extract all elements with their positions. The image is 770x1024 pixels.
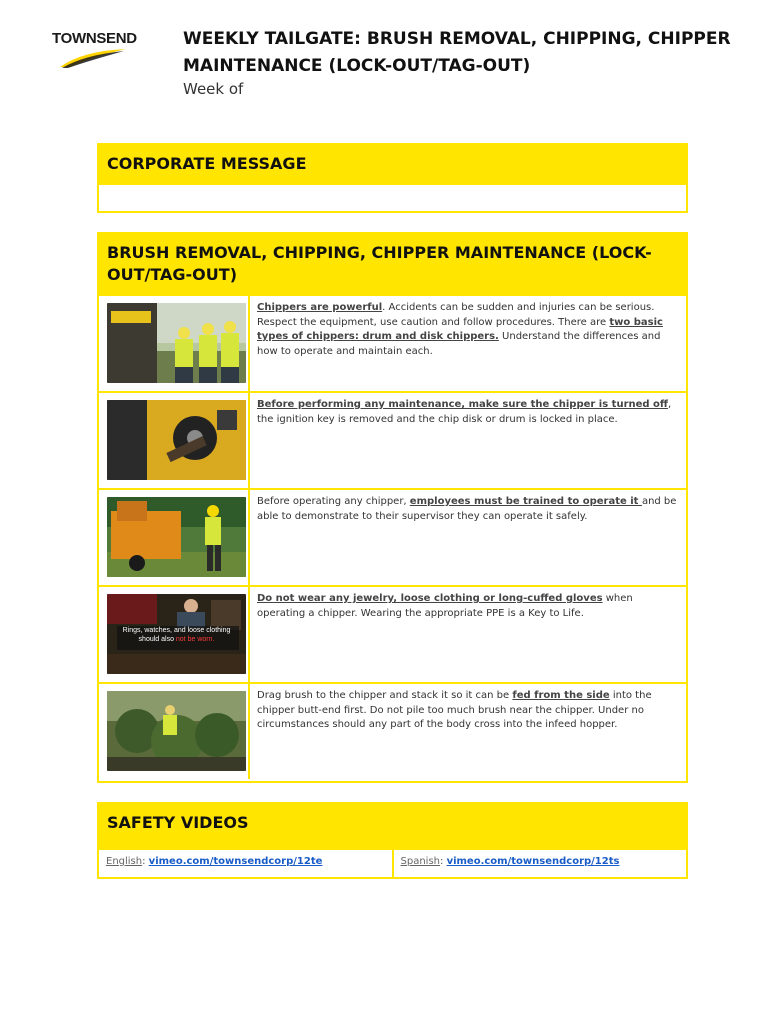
row-text-part: and be able to demonstrate to their supervisor they can operate it safely.	[257, 496, 677, 522]
caption-part: should also	[138, 636, 176, 643]
spanish-video-cell	[392, 850, 687, 877]
image-cell	[99, 393, 250, 488]
table-row	[99, 682, 686, 779]
corporate-message-heading: CORPORATE MESSAGE	[99, 145, 686, 183]
image-cell	[99, 296, 250, 391]
logo-swoosh-icon	[52, 47, 132, 69]
row-text-part: when operating a chipper. Wearing the appropriate PPE is a Key to Life.	[257, 593, 633, 619]
page-title: WEEKLY TAILGATE: BRUSH REMOVAL, CHIPPING, CHIPPER MAINTENANCE (LOCK-OUT/TAG-OUT)	[183, 29, 731, 76]
table-row	[99, 391, 686, 488]
row-emphasis: Chippers are powerful	[257, 302, 383, 313]
row-text-part: Before operating any chipper,	[257, 496, 410, 507]
workers-chipper-photo	[107, 303, 246, 383]
image-cell	[99, 490, 250, 585]
operator-chipper-photo	[107, 497, 246, 577]
caption-line	[107, 635, 246, 644]
row-text	[250, 684, 686, 779]
row-text-part: Understand the differences and how to operate and maintain each.	[257, 331, 661, 357]
row-text-part: into the chipper butt-end first. Do not pile too much brush near the chipper. Under no circumstances should any part of the body cross into the infeed hopper.	[257, 690, 652, 731]
spanish-label: Spanish	[400, 856, 440, 867]
image-cell	[99, 587, 250, 682]
row-emphasis: Do not wear any jewelry, loose clothing or long-cuffed gloves	[257, 593, 603, 604]
row-text	[250, 393, 686, 488]
logo-wordmark: TOWNSEND	[52, 30, 137, 47]
row-emphasis: two basic types of chippers: drum and disk chippers.	[257, 316, 663, 343]
row-text	[250, 587, 686, 682]
video-links-row	[99, 848, 686, 877]
maintenance-photo	[107, 400, 246, 480]
corporate-message-section	[97, 143, 688, 213]
brush-removal-heading: BRUSH REMOVAL, CHIPPING, CHIPPER MAINTENANCE (LOCK-OUT/TAG-OUT)	[99, 234, 686, 294]
ppe-video-still	[107, 594, 246, 674]
table-row	[99, 294, 686, 391]
english-video-link[interactable]: vimeo.com/townsendcorp/12te	[148, 856, 323, 867]
safety-videos-heading: SAFETY VIDEOS	[99, 804, 686, 848]
english-video-cell	[99, 850, 392, 877]
row-emphasis: employees must be trained to operate it	[409, 496, 642, 507]
table-row	[99, 488, 686, 585]
row-text-part: Drag brush to the chipper and stack it so it can be	[257, 690, 513, 701]
row-emphasis: Before performing any maintenance, make sure the chipper is turned off	[257, 399, 669, 410]
row-text-part: . Accidents can be sudden and injuries can be serious. Respect the equipment, use caution and follow procedures. There are	[257, 302, 655, 328]
row-emphasis: fed from the side	[512, 690, 610, 701]
corporate-message-body	[99, 183, 686, 215]
townsend-logo	[52, 30, 137, 70]
ppe-video-caption	[107, 626, 246, 644]
row-text	[250, 296, 686, 391]
caption-line: Rings, watches, and loose clothing	[122, 627, 231, 634]
spanish-video-link[interactable]: vimeo.com/townsendcorp/12ts	[446, 856, 620, 867]
brush-removal-section	[97, 232, 688, 783]
english-label: English	[106, 856, 143, 867]
caption-warning: not be worn.	[175, 636, 215, 643]
safety-videos-section	[97, 802, 688, 879]
row-text-part: , the ignition key is removed and the chip disk or drum is locked in place.	[257, 399, 672, 425]
brush-feeding-photo	[107, 691, 246, 771]
label-colon: :	[142, 856, 149, 867]
page-subtitle: Week of	[183, 80, 244, 98]
label-colon: :	[440, 856, 447, 867]
row-text	[250, 490, 686, 585]
image-cell	[99, 684, 250, 779]
table-row	[99, 585, 686, 682]
